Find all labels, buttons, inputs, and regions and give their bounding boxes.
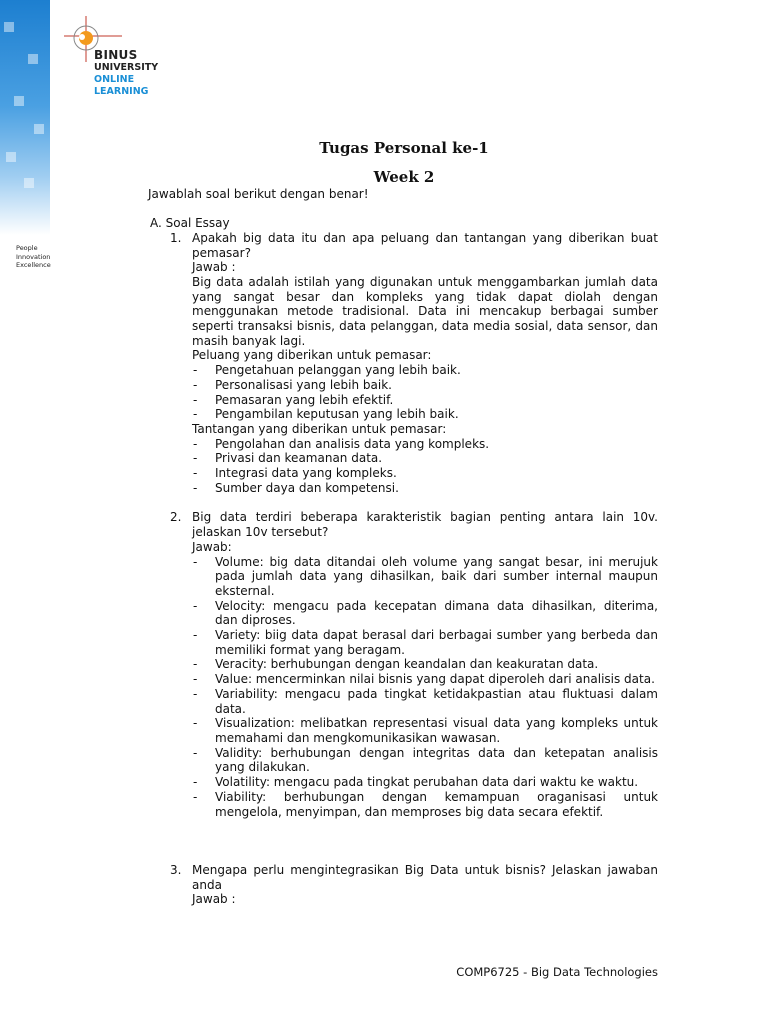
q1-jawab-label: Jawab : [192,260,236,274]
q1-answer-line: yang sangat besar dan kompleks yang tidak dapat diolah dengan [192,290,658,304]
page-footer: COMP6725 - Big Data Technologies [456,965,658,979]
q1-answer-line: menggunakan metode tradisional. Data ini mencakup berbagai sumber [192,304,658,318]
bullet-dash: - [193,451,198,465]
q1-question: pemasar? [192,246,251,260]
q3-question: anda [192,878,222,892]
strip-square [34,124,44,134]
section-heading: A. Soal Essay [150,216,230,230]
q2-item-line: memahami dan mengkomunikasikan wawasan. [215,731,501,745]
q1-peluang-item: Pemasaran yang lebih efektif. [215,393,394,407]
bullet-dash: - [193,775,198,789]
side-decoration-strip [0,0,50,235]
q2-item-line: Volume: big data ditandai oleh volume yang sangat besar, ini merujuk [215,555,658,569]
q2-item-line: Visualization: melibatkan representasi visual data yang kompleks untuk [215,716,658,730]
bullet-dash: - [193,657,198,671]
q3-jawab-label: Jawab : [192,892,236,906]
bullet-dash: - [193,481,198,495]
q1-tantangan-item: Integrasi data yang kompleks. [215,466,397,480]
q1-answer-line: masih banyak lagi. [192,334,306,348]
q2-item-line: Validity: berhubungan dengan integritas data dan ketepatan analisis [215,746,658,760]
strip-square [24,178,34,188]
bullet-dash: - [193,363,198,377]
bullet-dash: - [193,599,198,613]
strip-square [4,22,14,32]
q2-number: 2. [170,510,182,524]
q2-item-line: Velocity: mengacu pada kecepatan dimana data dihasilkan, diterima, [215,599,658,613]
q2-item-line: Variability: mengacu pada tingkat ketidakpastian atau fluktuasi dalam [215,687,658,701]
binus-logo [62,14,172,104]
q3-number: 3. [170,863,182,877]
q2-question: jelaskan 10v tersebut? [192,525,329,539]
q2-item-line: data. [215,702,246,716]
bullet-dash: - [193,746,198,760]
bullet-dash: - [193,378,198,392]
tagline [16,244,51,270]
tagline-line: People [16,244,38,252]
logo-text-binus: BINUS [94,48,138,62]
q1-question: Apakah big data itu dan apa peluang dan tantangan yang diberikan buat [192,231,658,245]
q2-item-line: dan diproses. [215,613,296,627]
document-title: Tugas Personal ke-1 [319,139,489,157]
instruction-text: Jawablah soal berikut dengan benar! [148,187,369,201]
q2-question: Big data terdiri beberapa karakteristik bagian penting antara lain 10v. [192,510,658,524]
q2-item-line: Variety: biig data dapat berasal dari berbagai sumber yang berbeda dan [215,628,658,642]
bullet-dash: - [193,437,198,451]
q2-item-line: memiliki format yang beragam. [215,643,405,657]
bullet-dash: - [193,466,198,480]
q2-item-line: Veracity: berhubungan dengan keandalan dan keakuratan data. [215,657,599,671]
logo-text-online: ONLINE [94,74,135,85]
bullet-dash: - [193,672,198,686]
q2-item-line: Viability: berhubungan dengan kemampuan oraganisasi untuk [215,790,658,804]
q2-jawab-label: Jawab: [192,540,232,554]
q2-item-line: pada jumlah data yang dihasilkan, baik dari sumber internal maupun [215,569,658,583]
bullet-dash: - [193,790,198,804]
bullet-dash: - [193,628,198,642]
bullet-dash: - [193,407,198,421]
q2-item-line: yang dilakukan. [215,760,310,774]
q3-question: Mengapa perlu mengintegrasikan Big Data untuk bisnis? Jelaskan jawaban [192,863,658,877]
q1-peluang-item: Personalisasi yang lebih baik. [215,378,392,392]
q1-answer-line: Big data adalah istilah yang digunakan untuk menggambarkan jumlah data [192,275,658,289]
q2-item-line: Volatility: mengacu pada tingkat perubahan data dari waktu ke waktu. [215,775,639,789]
tagline-line: Innovation [16,252,51,261]
q1-tantangan-item: Sumber daya dan kompetensi. [215,481,399,495]
q2-item-line: Value: mencerminkan nilai bisnis yang dapat diperoleh dari analisis data. [215,672,655,686]
q1-peluang-item: Pengetahuan pelanggan yang lebih baik. [215,363,461,377]
q1-tantangan-item: Pengolahan dan analisis data yang kompleks. [215,437,490,451]
strip-square [28,54,38,64]
q1-peluang-item: Pengambilan keputusan yang lebih baik. [215,407,459,421]
q2-item-line: eksternal. [215,584,275,598]
document-week: Week 2 [373,168,435,186]
q1-tantangan-item: Privasi dan keamanan data. [215,451,383,465]
bullet-dash: - [193,716,198,730]
logo-text-learning: LEARNING [94,86,149,97]
q1-peluang-heading: Peluang yang diberikan untuk pemasar: [192,348,432,362]
q1-answer-line: seperti transaksi bisnis, data pelanggan, data media sosial, data sensor, dan [192,319,658,333]
q1-tantangan-heading: Tantangan yang diberikan untuk pemasar: [192,422,447,436]
q2-item-line: mengelola, menyimpan, dan memproses big data secara efektif. [215,805,604,819]
bullet-dash: - [193,393,198,407]
strip-square [6,152,16,162]
bullet-dash: - [193,687,198,701]
q1-number: 1. [170,231,182,245]
bullet-dash: - [193,555,198,569]
logo-text-university: UNIVERSITY [94,62,159,73]
tagline-line: Excellence [16,261,51,269]
strip-square [14,96,24,106]
